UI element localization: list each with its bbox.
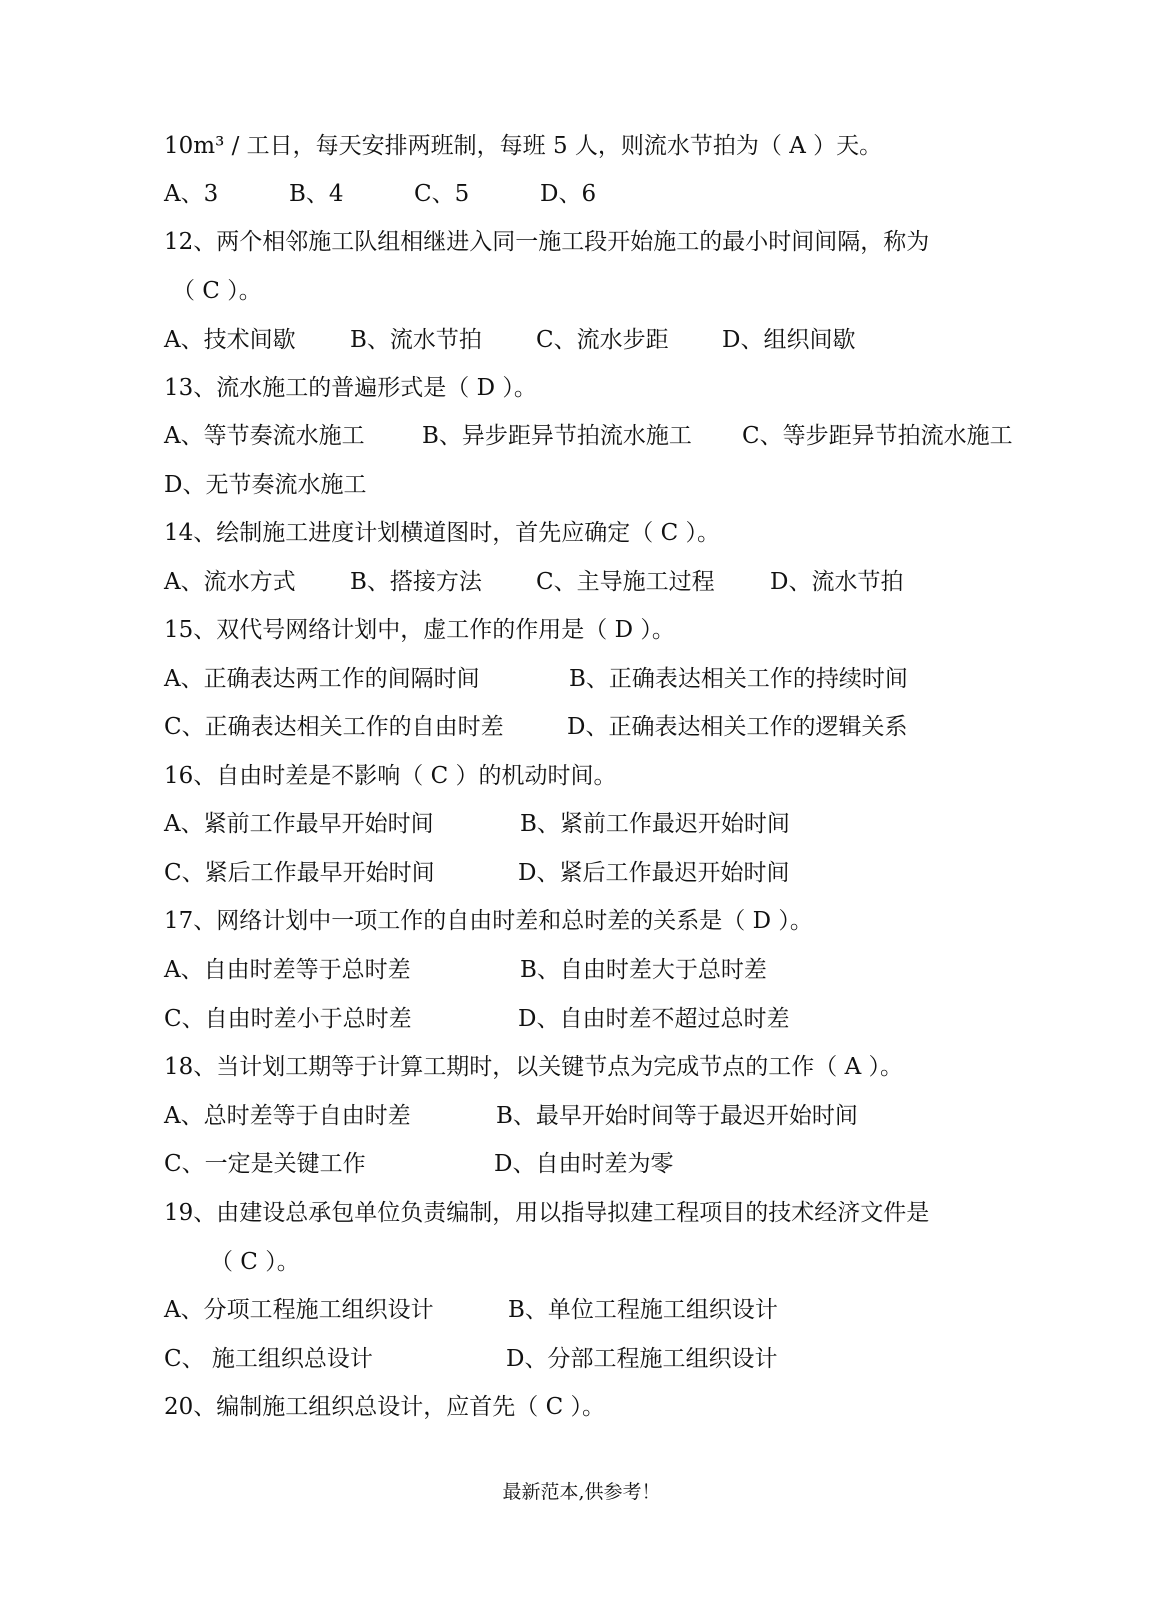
option-d: D、自由时差为零 [494, 1151, 674, 1177]
option-a: A、紧前工作最早开始时间 [164, 811, 434, 837]
question-14: 14、绘制施工进度计划横道图时，首先应确定（ C ）。 [164, 520, 720, 546]
option-d: D、流水节拍 [770, 569, 904, 595]
page-footer: 最新范本,供参考！ [502, 1481, 661, 1503]
option-b: B、搭接方法 [350, 569, 482, 595]
option-c: C、紧后工作最早开始时间 [164, 860, 435, 886]
option-a: A、流水方式 [164, 569, 296, 595]
option-b: B、紧前工作最迟开始时间 [520, 811, 790, 837]
option-d: D、无节奏流水施工 [164, 472, 367, 498]
option-d: D、6 [540, 181, 597, 207]
line-1-text: 10m³ / 工日，每天安排两班制，每班 5 人，则流水节拍为（ A ）天。 [164, 133, 883, 159]
option-c: C、一定是关键工作 [164, 1151, 366, 1177]
option-d: D、分部工程施工组织设计 [506, 1346, 778, 1372]
option-c: C、正确表达相关工作的自由时差 [164, 714, 504, 740]
option-c: C、5 [414, 181, 470, 207]
option-b: B、自由时差大于总时差 [520, 957, 767, 983]
option-c: C、 施工组织总设计 [164, 1346, 373, 1372]
option-b: B、正确表达相关工作的持续时间 [569, 666, 908, 692]
question-13: 13、流水施工的普遍形式是（ D ）。 [164, 375, 537, 401]
option-a: A、3 [164, 181, 219, 207]
option-c: C、自由时差小于总时差 [164, 1006, 412, 1032]
question-15: 15、双代号网络计划中，虚工作的作用是（ D ）。 [164, 617, 675, 643]
option-b: B、单位工程施工组织设计 [508, 1297, 778, 1323]
option-a: A、分项工程施工组织设计 [164, 1297, 434, 1323]
option-c: C、主导施工过程 [536, 569, 715, 595]
question-18: 18、当计划工期等于计算工期时，以关键节点为完成节点的工作（ A ）。 [164, 1054, 903, 1080]
option-d: D、自由时差不超过总时差 [518, 1006, 790, 1032]
option-a: A、等节奏流水施工 [164, 423, 365, 449]
question-19: 19、由建设总承包单位负责编制，用以指导拟建工程项目的技术经济文件是 [164, 1200, 930, 1226]
option-d: D、组织间歇 [722, 327, 856, 353]
option-a: A、正确表达两工作的间隔时间 [164, 666, 480, 692]
option-a: A、自由时差等于总时差 [164, 957, 411, 983]
question-16: 16、自由时差是不影响（ C ）的机动时间。 [164, 763, 617, 789]
option-b: B、流水节拍 [350, 327, 482, 353]
answer-19: （ C ）。 [210, 1249, 300, 1275]
option-d: D、正确表达相关工作的逻辑关系 [567, 714, 908, 740]
option-c: C、等步距异节拍流水施工 [742, 423, 1013, 449]
option-b: B、异步距异节拍流水施工 [422, 423, 692, 449]
option-a: A、总时差等于自由时差 [164, 1103, 411, 1129]
option-a: A、技术间歇 [164, 327, 296, 353]
option-c: C、流水步距 [536, 327, 669, 353]
question-17: 17、网络计划中一项工作的自由时差和总时差的关系是（ D ）。 [164, 908, 813, 934]
answer-12: （ C ）。 [172, 278, 262, 304]
option-b: B、4 [289, 181, 344, 207]
option-d: D、紧后工作最迟开始时间 [518, 860, 790, 886]
question-20: 20、编制施工组织总设计，应首先（ C ）。 [164, 1394, 605, 1420]
option-b: B、最早开始时间等于最迟开始时间 [496, 1103, 858, 1129]
question-12: 12、两个相邻施工队组相继进入同一施工段开始施工的最小时间间隔，称为 [164, 229, 930, 255]
